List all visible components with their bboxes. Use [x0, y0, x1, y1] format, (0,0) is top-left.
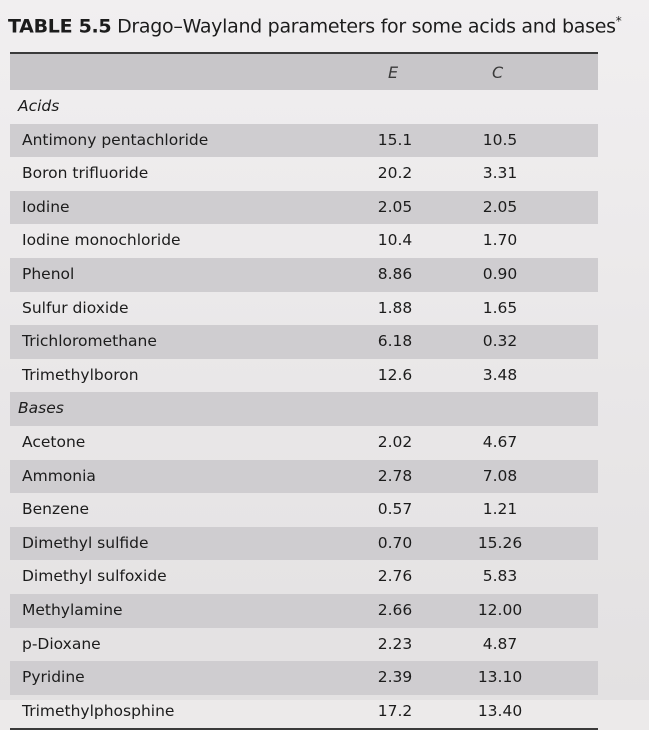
- e-value: 10.4: [377, 231, 413, 250]
- table-row: [10, 493, 598, 527]
- e-value: 8.86: [377, 264, 413, 283]
- table-row: [10, 460, 598, 494]
- table-row: [10, 594, 598, 628]
- table-row: [10, 191, 598, 225]
- c-value: 2.05: [482, 197, 518, 216]
- e-value: 20.2: [377, 164, 413, 183]
- e-value: 2.78: [377, 466, 413, 485]
- acids-group-header: [10, 90, 598, 124]
- c-value: 0.32: [482, 332, 518, 351]
- compound-name: Pyridine: [22, 668, 85, 687]
- compound-name: Trichloromethane: [22, 332, 157, 351]
- compound-name: p-Dioxane: [22, 634, 101, 653]
- table-row: [10, 359, 598, 393]
- table-row: [10, 628, 598, 662]
- table-body: [10, 90, 598, 728]
- compound-name: Benzene: [22, 500, 90, 519]
- c-value: 1.21: [482, 500, 518, 519]
- e-value: 12.6: [377, 365, 413, 384]
- bases-group-header: [10, 392, 598, 426]
- e-value: 6.18: [377, 332, 413, 351]
- c-value: 5.83: [482, 567, 518, 586]
- table-row: [10, 527, 598, 561]
- e-value: 2.66: [377, 600, 413, 619]
- c-value: 10.5: [482, 130, 518, 149]
- table-header-row: [10, 54, 598, 90]
- e-value: 1.88: [377, 298, 413, 317]
- table-caption: Drago–Wayland parameters for some acids and bases: [117, 15, 616, 38]
- c-value: 13.10: [477, 668, 523, 687]
- compound-name: Iodine: [22, 197, 70, 216]
- compound-name: Dimethyl sulfoxide: [22, 567, 167, 586]
- c-value: 1.65: [482, 298, 518, 317]
- c-value: 12.00: [477, 600, 523, 619]
- c-value: 0.90: [482, 264, 518, 283]
- c-value: 1.70: [482, 231, 518, 250]
- column-header-e: E: [388, 63, 399, 82]
- e-value: 2.39: [377, 668, 413, 687]
- c-value: 4.67: [482, 432, 518, 451]
- compound-name: Iodine monochloride: [22, 231, 181, 250]
- e-value: 2.23: [377, 634, 413, 653]
- e-value: 15.1: [377, 130, 413, 149]
- table-number: TABLE 5.5: [8, 15, 112, 38]
- c-value: 4.87: [482, 634, 518, 653]
- table-row: [10, 325, 598, 359]
- c-value: 3.48: [482, 365, 518, 384]
- e-value: 0.57: [377, 500, 413, 519]
- compound-name: Sulfur dioxide: [22, 298, 129, 317]
- e-value: 2.05: [377, 197, 413, 216]
- group-label: Acids: [18, 97, 60, 115]
- compound-name: Antimony pentachloride: [22, 130, 209, 149]
- footnote-marker: *: [615, 14, 622, 28]
- e-value: 17.2: [377, 701, 413, 720]
- c-value: 7.08: [482, 466, 518, 485]
- compound-name: Trimethylboron: [22, 365, 139, 384]
- parameters-table: [10, 52, 598, 730]
- compound-name: Methylamine: [22, 600, 123, 619]
- compound-name: Boron trifluoride: [22, 164, 149, 183]
- compound-name: Trimethylphosphine: [22, 701, 175, 720]
- compound-name: Dimethyl sulfide: [22, 533, 149, 552]
- e-value: 2.02: [377, 432, 413, 451]
- group-label: Bases: [18, 399, 64, 418]
- table-row: [10, 292, 598, 326]
- e-value: 0.70: [377, 533, 413, 552]
- e-value: 2.76: [377, 567, 413, 586]
- c-value: 15.26: [477, 533, 523, 552]
- table-row: [10, 157, 598, 191]
- table-row: [10, 661, 598, 695]
- c-value: 13.40: [477, 701, 523, 720]
- compound-name: Acetone: [22, 432, 86, 451]
- table-row: [10, 560, 598, 594]
- table-row: [10, 224, 598, 258]
- table-title: [8, 14, 621, 37]
- table-row: [10, 426, 598, 460]
- column-header-c: C: [492, 63, 504, 82]
- compound-name: Phenol: [22, 264, 75, 283]
- c-value: 3.31: [482, 164, 518, 183]
- table-row: [10, 124, 598, 158]
- compound-name: Ammonia: [22, 466, 96, 485]
- table-row: [10, 258, 598, 292]
